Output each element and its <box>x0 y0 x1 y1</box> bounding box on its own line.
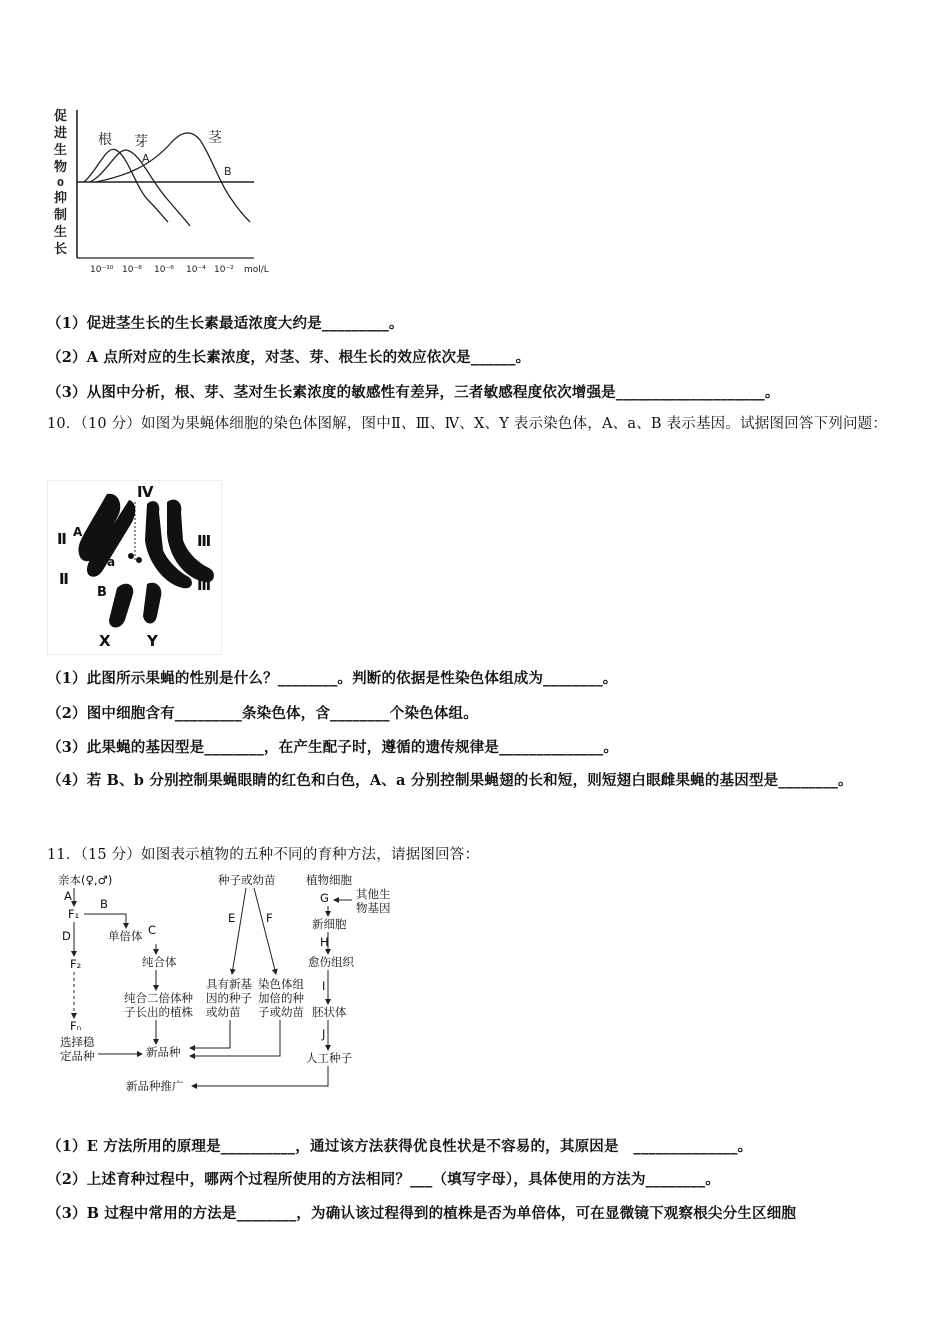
q10-part-1: （1）此图所示果蝇的性别是什么？________。判断的依据是性染色体组成为________。 <box>47 670 618 687</box>
y-label-char: 生 <box>54 225 68 240</box>
node-parent: 亲本(♀,♂) <box>58 873 113 887</box>
label-H: H <box>320 935 329 949</box>
node-newgene-3: 或幼苗 <box>206 1005 241 1019</box>
q9-part-2: （2）A 点所对应的生长素浓度，对茎、芽、根生长的效应依次是______。 <box>47 349 531 366</box>
breeding-flowchart <box>50 870 410 1095</box>
node-cell: 植物细胞 <box>306 873 352 887</box>
x-tick-label: 10⁻⁸ <box>122 265 142 275</box>
point-a-label: A <box>142 152 150 165</box>
node-promote: 新品种推广 <box>126 1079 184 1093</box>
label-B: B <box>100 897 108 911</box>
y-label-char: 长 <box>54 242 68 257</box>
x-tick-label: 10⁻⁴ <box>186 265 206 275</box>
node-callus: 愈伤组织 <box>308 955 354 969</box>
node-newcell: 新细胞 <box>312 917 347 931</box>
label-III-upper: Ⅲ <box>197 532 212 550</box>
auxin-response-figure <box>50 100 290 280</box>
node-pure: 纯合体 <box>142 955 177 969</box>
y-label-char: 促 <box>54 109 68 124</box>
q10-part-2: （2）图中细胞含有_________条染色体，含________个染色体组。 <box>47 705 478 722</box>
label-II-upper: Ⅱ <box>57 530 67 548</box>
y-label-char: 物 <box>54 160 68 175</box>
q10-part-3: （3）此果蝇的基因型是________，在产生配子时，遵循的遗传规律是______________。 <box>47 739 619 756</box>
q10-part-4: （4）若 B、b 分别控制果蝇眼睛的红色和白色，A、a 分别控制果蝇翅的长和短，则短翅白眼雌果蝇的基因型是________。 <box>47 772 853 789</box>
label-I: I <box>322 979 326 993</box>
label-D: D <box>62 929 71 943</box>
chromosome-IV-dot <box>136 557 142 563</box>
chromosome-IV-dot <box>128 553 134 559</box>
q9-part-3: （3）从图中分析，根、芽、茎对生长素浓度的敏感性有差异，三者敏感程度依次增强是____________________。 <box>47 384 780 401</box>
label-E: E <box>228 911 236 925</box>
label-C: C <box>148 923 157 937</box>
node-select-2: 定品种 <box>60 1049 95 1063</box>
node-othergene-2: 物基因 <box>356 901 391 915</box>
q11-part-2: （2）上述育种过程中，哪两个过程所使用的方法相同？___（填写字母），具体使用的方法为________。 <box>47 1171 720 1188</box>
node-new-variety: 新品种 <box>146 1045 181 1059</box>
curve-label-stem: 茎 <box>208 130 222 146</box>
label-II-lower: Ⅱ <box>59 570 69 588</box>
node-diploid-1: 纯合二倍体种 <box>124 991 193 1005</box>
node-polyploid-3: 子或幼苗 <box>258 1005 304 1019</box>
gene-A-label: A <box>73 525 83 539</box>
label-III-lower: Ⅲ <box>197 576 212 594</box>
q9-part-1: （1）促进茎生长的生长素最适浓度大约是_________。 <box>47 315 404 332</box>
q11-part-1: （1）E 方法所用的原理是__________，通过该方法获得优良性状是不容易的，其原因是 ______________。 <box>47 1138 753 1155</box>
label-F: F <box>266 911 273 925</box>
y-label-char: 进 <box>54 126 68 141</box>
label-Y: Y <box>147 632 158 650</box>
node-othergene-1: 其他生 <box>356 887 391 901</box>
label-J: J <box>322 1027 326 1041</box>
label-G: G <box>320 891 329 905</box>
label-X: X <box>99 632 111 650</box>
node-polyploid-2: 加倍的种 <box>258 991 304 1005</box>
node-seed: 种子或幼苗 <box>218 873 276 887</box>
y-label-char: 制 <box>54 208 68 223</box>
node-select-1: 选择稳 <box>60 1035 95 1049</box>
node-newgene-1: 具有新基 <box>206 977 252 991</box>
node-haploid: 单倍体 <box>108 929 143 943</box>
node-artseed: 人工种子 <box>306 1051 352 1065</box>
y-label-char: 生 <box>54 143 68 158</box>
node-newgene-2: 因的种子 <box>206 991 252 1005</box>
q10-header: 10．（10 分）如图为果蝇体细胞的染色体图解，图中Ⅱ、Ⅲ、Ⅳ、X、Y 表示染色体，A、a、B 表示基因。试据图回答下列问题： <box>47 416 888 432</box>
q11-part-3: （3）B 过程中常用的方法是________，为确认该过程得到的植株是否为单倍体，可在显微镜下观察根尖分生区细胞 <box>47 1205 797 1222</box>
node-Fn: Fₙ <box>70 1019 82 1033</box>
node-F2: F₂ <box>70 957 82 971</box>
point-b-label: B <box>224 165 232 178</box>
label-IV: Ⅳ <box>137 483 154 501</box>
x-unit-label: mol/L <box>244 265 269 275</box>
gene-a-label: a <box>107 555 116 569</box>
chromosome-figure <box>47 480 222 655</box>
gene-B-label: B <box>97 585 107 600</box>
y-label-char: 抑 <box>54 191 68 206</box>
curve-label-root: 根 <box>98 132 112 148</box>
curve-label-bud: 芽 <box>134 134 148 150</box>
y-label-char: 0 <box>57 178 64 189</box>
node-F1: F₁ <box>68 907 80 921</box>
root-curve <box>84 149 168 222</box>
q11-header: 11．（15 分）如图表示植物的五种不同的育种方法，请据图回答： <box>47 847 480 863</box>
x-tick-label: 10⁻² <box>214 265 234 275</box>
x-tick-label: 10⁻¹⁰ <box>90 265 114 275</box>
node-embryo: 胚状体 <box>312 1005 347 1019</box>
x-tick-label: 10⁻⁶ <box>154 265 174 275</box>
node-polyploid-1: 染色体组 <box>258 977 304 991</box>
node-diploid-2: 子长出的植株 <box>124 1005 193 1019</box>
label-A: A <box>64 889 72 903</box>
